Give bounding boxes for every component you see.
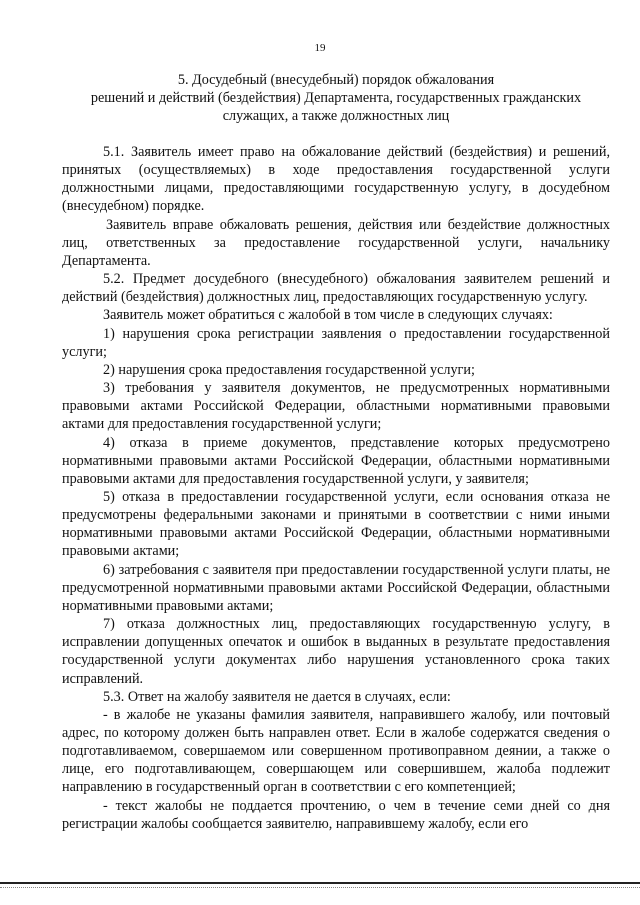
paragraph-cases-intro: Заявитель может обратиться с жалобой в том числе в следующих случаях:: [103, 307, 553, 324]
dash-item-unreadable: - текст жалобы не поддается прочтению, о чем в течение семи дней со дня регистрации жалобы сообщается заявителю, направившему жалобу, если его: [62, 797, 610, 832]
page-bottom-rule-dotted: [0, 887, 640, 888]
document-body: [62, 143, 610, 833]
list-item-7: 7) отказа должностных лиц, предоставляющих государственную услугу, в исправлении допущенных опечаток и ошибок в выданных в результате предоставления государственной услуги документах либо нарушения установленного срока таких исправлений.: [62, 616, 610, 687]
list-item-3: 3) требования у заявителя документов, не предусмотренных нормативными правовыми актами Российской Федерации, областными нормативными правовыми актами для предоставления государственной услуги;: [62, 380, 610, 433]
section-heading-line-3: служащих, а также должностных лиц: [222, 108, 450, 124]
section-heading: [62, 71, 610, 125]
paragraph-5-3: 5.3. Ответ на жалобу заявителя не дается в случаях, если:: [103, 688, 451, 705]
section-heading-line-1: 5. Досудебный (внесудебный) порядок обжалования: [177, 72, 495, 88]
paragraph-5-2: 5.2. Предмет досудебного (внесудебного) обжалования заявителем решений и действий (бездействия) должностных лиц, предоставляющих государственную услугу.: [62, 271, 610, 306]
paragraph-5-1: 5.1. Заявитель имеет право на обжалование действий (бездействия) и решений, принятых (осуществляемых) в ходе предоставления государственной услуги должностными лицами, предоставляющими государственную услугу, в досудебном (внесудебном) порядке.: [62, 144, 610, 215]
list-item-1: 1) нарушения срока регистрации заявления о предоставлении государственной услуги;: [62, 325, 610, 360]
page-bottom-rule: [0, 882, 640, 884]
list-item-5: 5) отказа в предоставлении государственной услуги, если основания отказа не предусмотрены федеральными законами и принятыми в соответствии с ними иными нормативными правовыми актами Российской Федерации, областными нормативными правовыми актами;: [62, 488, 610, 560]
section-heading-line-2: решений и действий (бездействия) Департамента, государственных гражданских: [90, 90, 582, 106]
list-item-6: 6) затребования с заявителя при предоставлении государственной услуги платы, не предусмотренной нормативными правовыми актами Российской Федерации, областными нормативными правовыми актами;: [62, 561, 610, 614]
page-number: 19: [314, 42, 326, 54]
list-item-4: 4) отказа в приеме документов, представление которых предусмотрено нормативными правовыми актами Российской Федерации, областными нормативными правовыми актами для предоставления государственной услуги, у заявителя;: [62, 434, 610, 487]
paragraph-appeal-right: Заявитель вправе обжаловать решения, действия или бездействие должностных лиц, ответственных за предоставление государственной услуги, начальнику Департамента.: [62, 216, 610, 269]
list-item-2: 2) нарушения срока предоставления государственной услуги;: [103, 361, 475, 378]
dash-item-no-name: - в жалобе не указаны фамилия заявителя, направившего жалобу, или почтовый адрес, по которому должен быть направлен ответ. Если в жалобе содержатся сведения о подготавливаемом, совершаемом или совершенном противоправном деянии, а также о лице, его подготавливающем, совершающем или совершившем, жалоба подлежит направлению в государственный орган в соответствии с его компетенцией;: [62, 706, 610, 796]
